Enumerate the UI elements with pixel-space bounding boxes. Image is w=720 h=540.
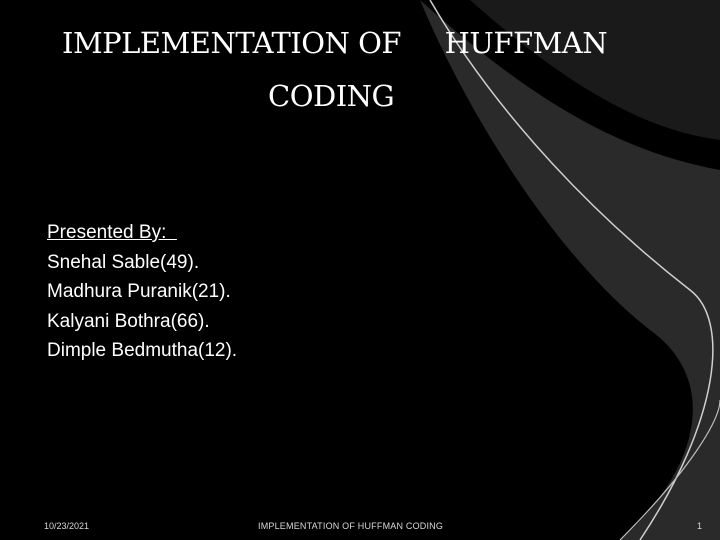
page-number: 1 xyxy=(697,521,703,531)
presenter-list xyxy=(47,218,547,366)
presenter-name: Madhura Puranik(21). xyxy=(47,281,231,302)
presented-by-heading: Presented By: xyxy=(47,222,177,243)
slide-title-line-2: CODING xyxy=(268,79,395,113)
slide-footer xyxy=(0,517,720,537)
footer-title: IMPLEMENTATION OF HUFFMAN CODING xyxy=(258,521,444,531)
slide-title xyxy=(0,0,720,130)
presenter-name: Kalyani Bothra(66). xyxy=(47,310,210,332)
footer-date: 10/23/2021 xyxy=(44,521,90,531)
slide-title-line-1: IMPLEMENTATION OF HUFFMAN xyxy=(62,26,608,60)
presenter-name: Dimple Bedmutha(12). xyxy=(47,340,238,361)
presenter-name: Snehal Sable(49). xyxy=(47,251,200,273)
